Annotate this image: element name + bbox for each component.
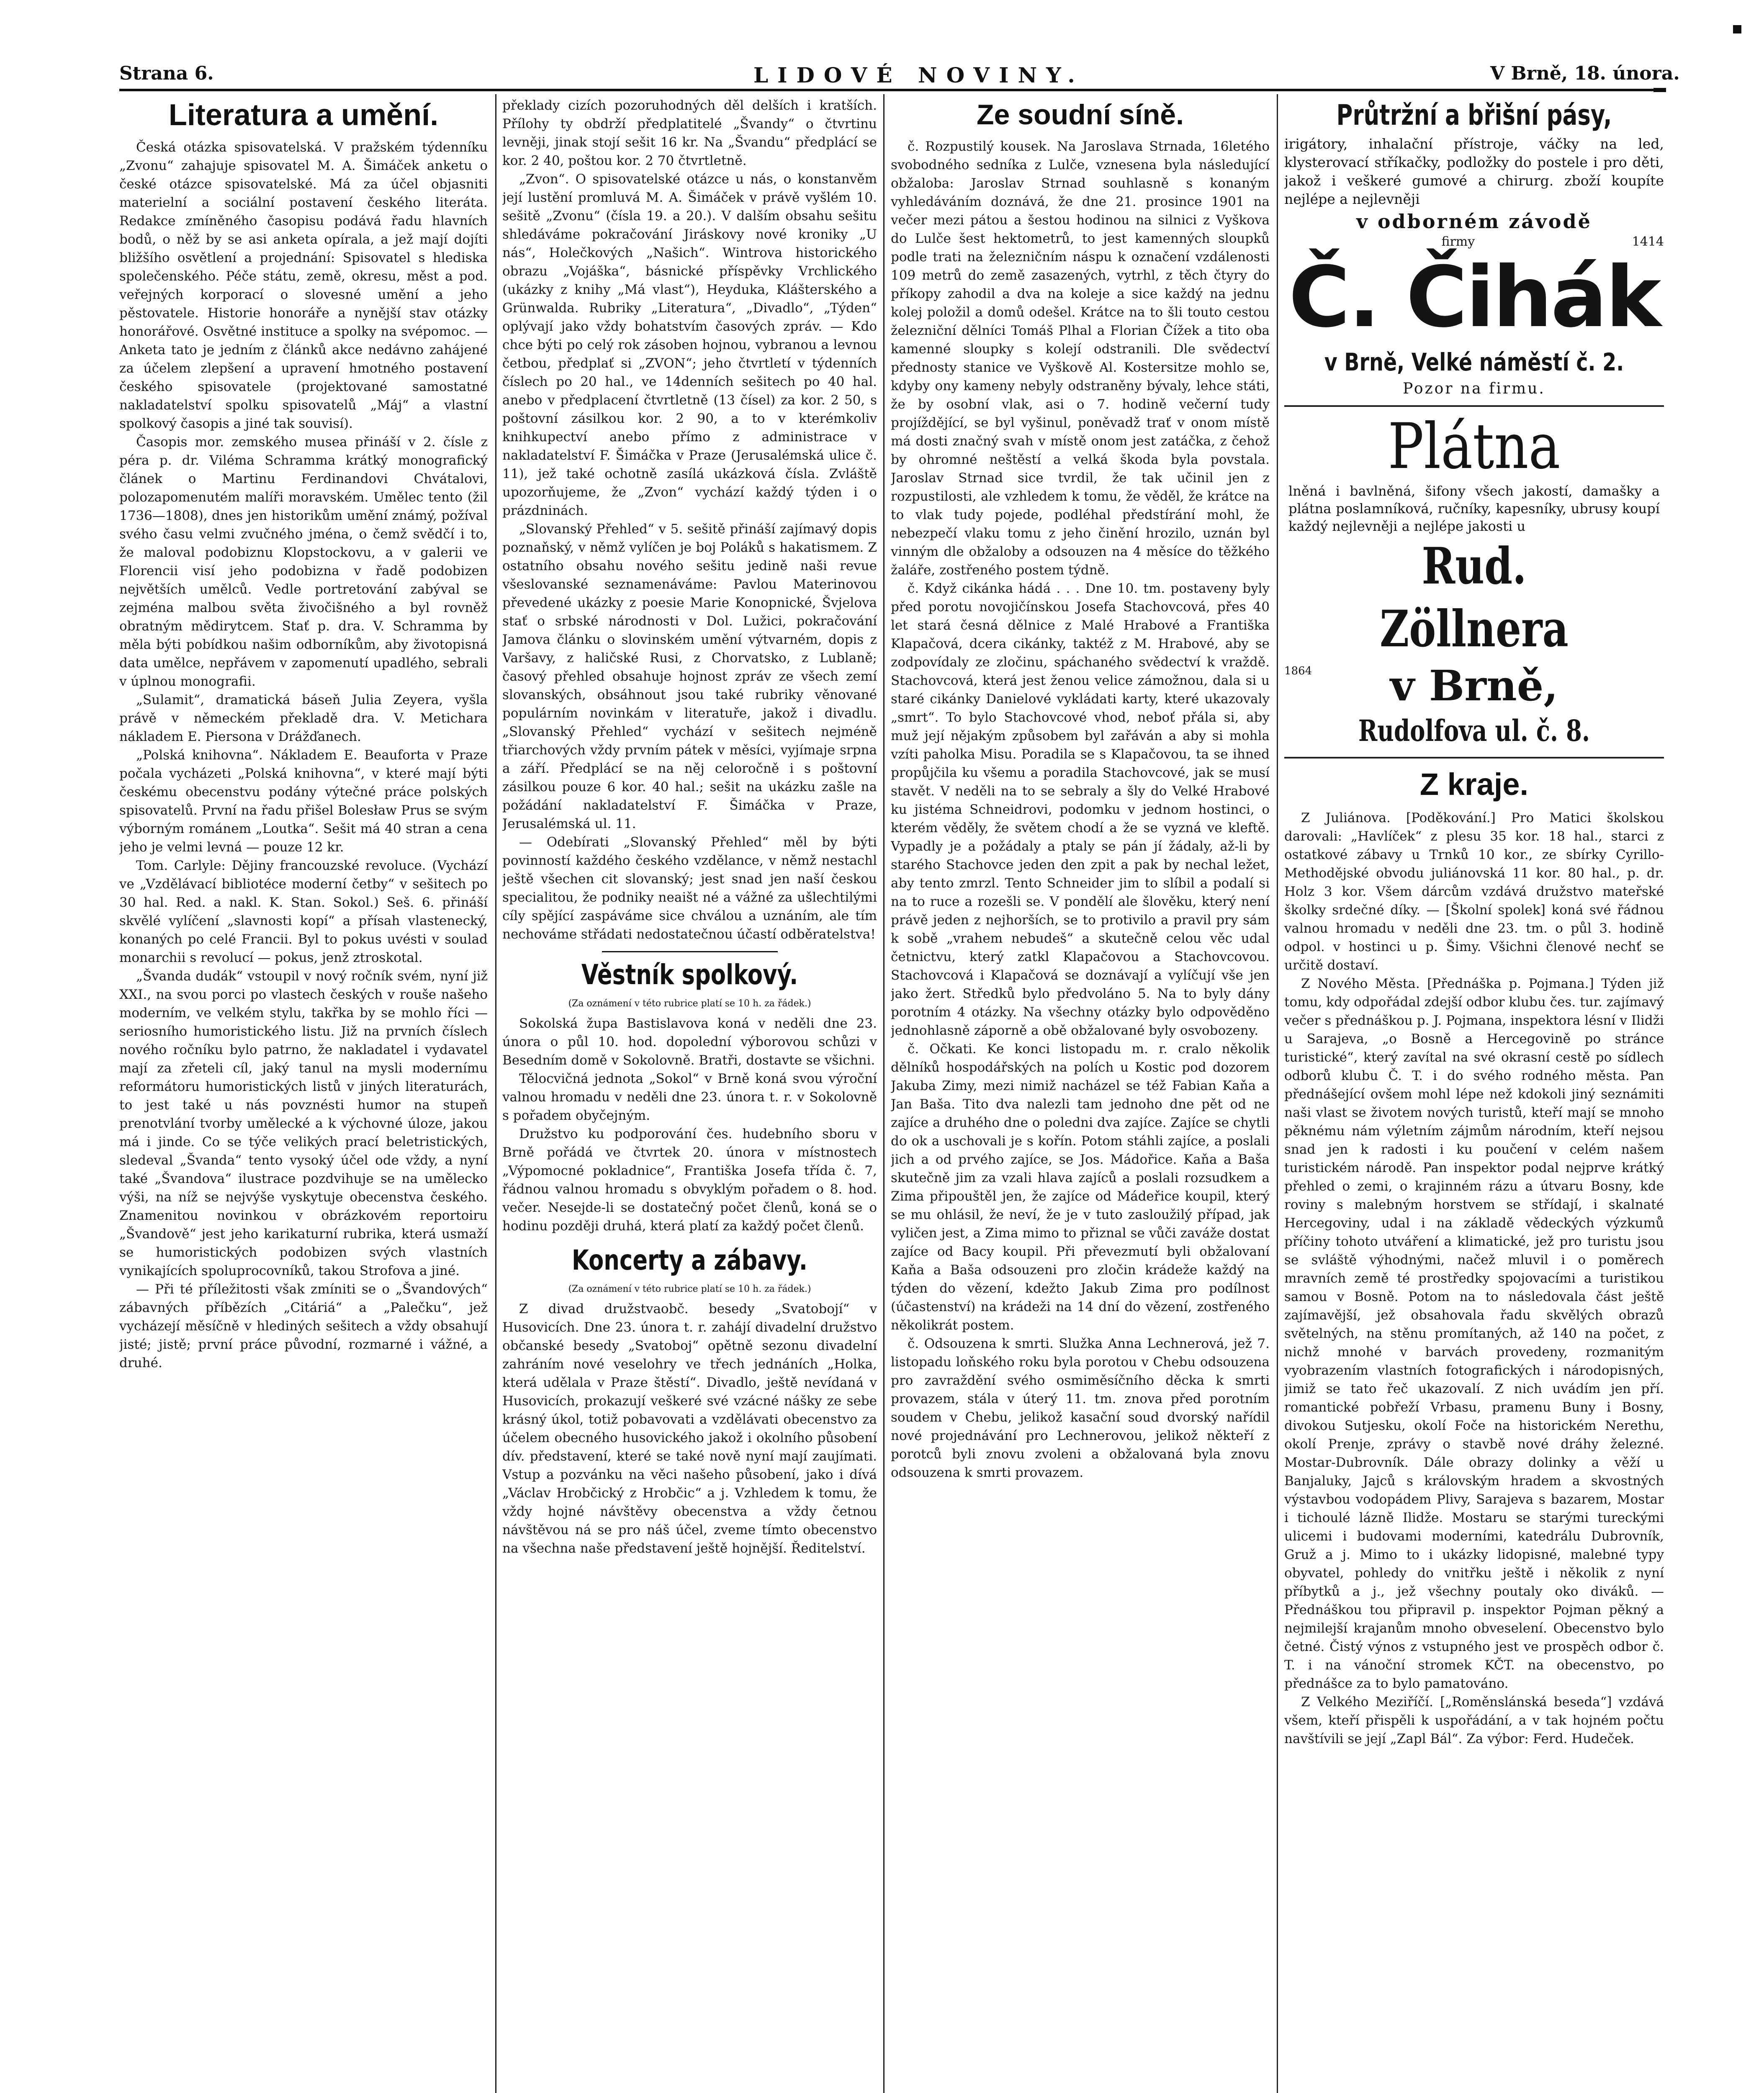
ad-zollner-text: lněná i bavlněná, šifony všech jakostí, damašky a plátna poslamníková, ručníky, kapesníky, ubrusy koupí každý nejlevněji a nejlépe jakosti u: [1288, 483, 1660, 534]
article-paragraph: „Zvon“. O spisovatelské otázce u nás, o konstanvěm její lustění promluvá M. A. Šimáček v právě vyšlém 10. sešitě „Zvonu“ (čísla 19. a 20.). V dalším obsahu sešitu shledáváme pokračování Jiráskovy nové kroniky „U nás“, Holečkových „Našich“. Wintrova historického obrazu „Vojáška“, básnické příspěvky Vrchlického (ukázky z knihy „Má vlast“), Heyduka, Klášterského a Grünwalda. Rubriky „Literatura“, „Divadlo“, „Týden“ oplývají jako vždy bohatstvím časových zpráv. — Kdo chce býti po celý rok zásoben hojnou, vybranou a levnou četbou, předplať si „ZVON“; jeho čtvrtletí v týdenních číslech po 20 hal., ve 14denních sešitech po 40 hal. anebo v předplacení čtvrtletně (13 čísel) za kor. 2 50, s poštovní zásilkou kor. 2 90, a to v kterémkoliv knihkupectví anebo přímo z administrace v nakladatelství F. Šimáčka v Praze (Jerusalémská ulice č. 11), jež také ochotně zasílá ukázková čísla. Zvláště upozorňujeme, že „Zvon“ vychází každý týden i o prázdninách.: [502, 172, 877, 518]
ad-cihak-text: irigátory, inhalační přístroje, váčky na led, klysterovací stříkačky, podložky do postele i pro děti, jakož i veškeré gumové a chirurg. zboží koupíte nejlépe a nejlevněji: [1284, 136, 1664, 207]
article-paragraph: Časopis mor. zemského musea přináší v 2. čísle z péra p. dr. Viléma Schramma krátký monografický článek o Martinu Ferdinandovi Chvátalovi, polozapomenutém malíři moravském. Umělec tento (žil 1736—1808), dnes jen historikům umění známý, požíval svého času velmi zvučného jména, o čemž svědčí i to, že maloval podobiznu Klopstockovu, a v galerii ve Florencii visí jeho podobizna v řadě podobizen největších umělců. Vedle portretování zabýval se zejména malbou světa živočišného a byl rovněž obratným mědirytcem. Stať p. dra. V. Schramma by měla býti pobídkou našim odborníkům, aby životopisná data umělce, nepřávem v zapomenutí upadlého, sebrali v úplnou monografii.: [119, 435, 488, 689]
column-court: [891, 96, 1270, 2093]
scan-mark: [1653, 88, 1666, 92]
scan-mark: [1733, 25, 1741, 33]
article-paragraph: Z Nového Města. [Přednáška p. Pojmana.] Týden již tomu, kdy odpořádal zdejší odbor klubu čes. tur. zajímavý večer s přednáškou p. J. Pojmana, inspektora lésní v Ilidži u Sarajeva, „o Bosně a Hercegovině po stránce turistické“, který zavítal na své okrasní cestě po sídlech odborů klubu Č. T. i do svého rodného města. Pan přednášející ovšem mohl lépe než kdokoli jiný seznámiti naši vlast se životem nových turistů, kteří mají se mnoho pěknému nám výletním zájmům národním, kteří nejsou snad jen k radosti i ku poučení v celém našem turistickém národě. Pan inspektor podal nejprve krátký přehled o zemi, o krajinném rázu a útvaru Bosny, kde roviny s malebným horstvem se střídají, i skalnaté Hercegoviny, udal i na základě vědeckých výzkumů příčiny tohoto utváření a klimatické, jež pro turistu jsou se svláště výhodnými, načež mluvil i o poměrech mravních země té prostředky spojovacími a turistikou samou v Bosně. Potom na to následovala část ještě zajímavější, jež obsahovala řadu skvělých obrazů světelných, na stěnu promítaných, až 140 na počet, z nichž mnohé v barvách provedeny, rozmanitým vyobrazením vlastních fotografických i národopisných, jimiž se tato řeč ukazovalí. Z nich uvádím jen pří. romantické pobřeží Vrbasu, pramenu Buny i Bosny, divokou Sutjesku, okolí Foče na historickém Nerethu, okolí Prenje, zprávy o stavbě nové dráhy železné. Mostar-Dubrovník. Dále obrazy dolinky a věží u Banjaluky, Jajců s královským hradem a skvostných výstavbou vodopádem Plivy, Sarajeva s bazarem, Mostar i tichoulé lázně Ilidže. Mostaru se starými tureckými ulicemi i budovami moderními, katedrálu Dubrovník, Gruž a j. Mimo to i ukázky lidopisné, malebné typy obyvatel, pohledy do vnitřku ještě i několik z nyní příbytků a j., jež všechny poutaly oko diváků. — Přednáškou tou připravil p. inspektor Pojman pěkný a nejmilejší krajanům mnoho obveselení. Obecenstvo bylo četné. Čistý výnos z vstupného jest ve prospěch odbor č. T. i na vánoční stromek KČT. na obecenstvo, po přednášce za to bylo pamatováno.: [1284, 976, 1664, 1691]
article-paragraph: č. Když cikánka hádá . . . Dne 10. tm. postaveny byly před porotu novojičínskou Josefa Stachovcová, přes 40 let stará česná dělnice z Malé Hrabové a Františka Klapačová, dcera cikánky, taktéž z M. Hrabové, aby se zodpovídaly ze zločinu, spáchaného svědectví k vraždě. Stachovcová, která jest ženou velice zámožnou, dala si u staré cikánky Danielové vykládati karty, které ukazovaly „smrt“. To bylo Stachovcové vhod, neboť přála si, aby muž její nějakým způsobem byl zařáván a aby si mohla vzíti paholka Misu. Poradila se s Klapačovou, ta se ihned propůjčila ku všemu a poradila Stachovcové, jak se musí stavět. V neděli na to se sebraly a šly do Velké Hrabové ku jistéma Schneidrovi, podomku v jednom hostinci, o kterém věděly, že světem chodí a že se vyzná ve kleftě. Vypadly je a požádaly a ptaly se pán jí žádaly, až-li by starého Stachovce jeden den zpit a pak by nechal ležet, aby tento zmrzl. Tento Schneider jim to slíbil a podalí si na to ruce a rozešli se. V pondělí ale šlověku, který není právě jeden z nejhorších, se to protivilo a pravil pry sám k sobě „vrahem nebudeš“ a skutečně celou věc udal četnictvu, který zatkl Klapačovou a Stachovcovou. Stachovcová i Klapačová se doznávají a vylíčují vše jen jako žert. Středků bylo předvoláno 5. Na to byly dány porotním 4 otázky. Na všechny otázky bylo odpověděno jednohlasně záporně a obě obžalované byly osvobozeny.: [891, 581, 1270, 1038]
article-paragraph: Z Juliánova. [Poděkování.] Pro Matici školskou darovali: „Havlíček“ z plesu 35 kor. 18 hal., starci z ostatkové zábavy u Trnků 10 kor., ze sbírky Cyrillo-Methodějské obvodu juliánovská 11 kor. 80 hal., p. dr. Holz 3 kor. Všem dárcům vzdává družstvo mateřské školky srdečné díky. — [Školní spolek] koná své řádnou valnou hromadu v neděli dne 23. tm. o půl 3. hodině odpol. v hostinci u p. Šimy. Všichni členové nechť se určitě dostaví.: [1284, 810, 1664, 973]
article-paragraph: „Polská knihovna“. Nákladem E. Beauforta v Praze počala vycházeti „Polská knihovna“, v které mají býti českému obecenstvu podány výtečné práce polských spisovatelů. První na řadu přišel Bolesław Prus se svým výborným románem „Loutka“. Sešit má 40 stran a cena jeho je velmi levná — pouze 12 kr.: [119, 748, 488, 855]
ad-cihak-firm: Č. Čihák: [1288, 249, 1660, 346]
article-paragraph: č. Odsouzena k smrti. Služka Anna Lechnerová, jež 7. listopadu loňského roku byla porotou v Chebu odsouzena pro zavraždění svého osmiměsíčního děcka k smrti provazem, stála v úterý 11. tm. znova před porotním soudem v Chebu, jelikož kasační soud dvorský nařídil nové projednávání pro Lechnerovou, jelikož někteří z porotců byli znovu zvoleni a obžalovaná byla znovu odsouzena k smrti provazem.: [891, 1336, 1270, 1480]
section-title-koncerty: Koncerty a zábavy.: [572, 1244, 807, 1276]
ad-cihak-code: 1414: [1632, 234, 1664, 249]
article-paragraph: — Odebírati „Slovanský Přehled“ měl by býti povinností každého českého vzdělance, v němž nestachl ještě všechen cit slovanský; jest snad jen naší českou specialitou, že podniky neaišt né a vážné za ušlechtilými cíly spějící zaspáváme sice chválou a uznáním, ale tím nechováme střádati nedostatečnou účastí odběratelstva!: [502, 835, 877, 942]
ad-zollner-code: 1864: [1284, 665, 1312, 677]
issue-date: V Brně, 18. února.: [1490, 63, 1680, 84]
ad-cihak: [1284, 96, 1664, 407]
article-paragraph: č. Očkati. Ke konci listopadu m. r. cralo několik dělníků hospodářských na polích u Kostic pod dozorem Jakuba Zimy, mezi nimiž nacházel se též Fabian Kaňa a Jan Baša. Tito dva nalezli tam jednoho dne pět od ne zajíce a druhého dne o poledni dva zajíce. Zajíce se chytli do ok a uschovali je s kořín. Potom stáhli zajíce, a poslali jich a od prvého zajíce, se Jos. Mádořice. Kaňa a Baša skutečně jim za vzali hlava zajíců a poslali rozsudkem a Zima připouštěl jen, že zajíce od Mádeřice koupil, který se mu ohlásil, že neví, že je v tuto zasloužilý případ, jak vyličen jest, a Zima mimo to přiznal se vůči zaváže dostat zajíce od Bacy koupil. Při převezmutí byli obžalovaní Kaňa a Baša odsouzeni pro zločin krádeže každý na týden do vězení, kdežto Jakub Zima pro podílnost (účastenství) na krádeži na 14 dní do vězení, zostřeného několikrát postem.: [891, 1041, 1270, 1333]
ad-zollner-firm: Rud. Zöllnera: [1380, 537, 1569, 658]
article-paragraph: — Při té příležitosti však zmíniti se o „Švandových“ zábavných příbězích „Citáriá“ a „Palečku“, jež vycházejí měsíčně v hlediných sešitech a vždy obsahují jisté; jistě; první práce původní, rozmarné i vážné, a druhé.: [119, 1282, 488, 1370]
article-paragraph: Česká otázka spisovatelská. V pražském týdenníku „Zvonu“ zahajuje spisovatel M. A. Šimáček anketu o české otázce spisovatelské. Má za účel objasniti materielní a sociální postavení českého literáta. Redakce zmíněného časopisu podává řadu hlavních bodů, o něž by se asi anketa opírala, a jež mají dojíti bližšího osvětlení a projednání: Spisovatel s hlediska společenského. Péče státu, země, okresu, měst a pod. veřejných korporací o slovesné umění a jeho pěstovatele. Historie honoráře a nynější stav otázky honorářové. Osvětné instituce a spolky na svépomoc. — Anketa tato je jedním z článků akce nedávno zahájené za účelem zlepšení a upravení hmotného postavení českého spisovatele (projektované samostatné nakladatelství spolku spisovatelů „Máj“ a vlastní spolkový časopis a jiné tak souvisí).: [119, 140, 488, 431]
ad-cihak-note: Pozor na firmu.: [1403, 380, 1545, 397]
column-divider-3: [1277, 94, 1278, 2093]
section-note-vestnik: (Za oznámení v této rubrice platí se 10 h. za řádek.): [568, 998, 811, 1009]
section-title-region: Z kraje.: [1419, 767, 1529, 802]
column-continued: [502, 96, 877, 2093]
column-divider-2: [883, 94, 885, 2093]
ad-cihak-address: v Brně, Velké náměstí č. 2.: [1324, 348, 1624, 376]
section-rule: [602, 951, 778, 952]
article-paragraph: Z divad družstvaobč. besedy „Svatobojí“ v Husovicích. Dne 23. února t. r. zahájí divadelní družstvo občanské besedy „Svatoboj“ opětně sezonu divadelní zahráním nové veselohry ve třech jednáních „Holka, která udělala v Praze štěstí“. Divadlo, ještě nevídaná v Husovicích, prokazují veškeré své vzácné nášky ze sebe krásný úkol, totiž pobavovati a vzdělávati obecenstvo za účelem obecného husovického jakož i okolního působení dív. představení, které se také nově nyní mají zaujímati. Vstup a pozvánku na věci našeho působení, jako i dívá „Václav Hrobčický z Hrobčic“ a j. Vzhledem k tomu, že vždy hojné návštěvy obecenstva a vždy četnou návštěvou ná se pro náš účel, zveme tímto obecenstvo na všechna naše představení ještě hojnější. Ředitelství.: [502, 1301, 877, 1556]
page-number: Strana 6.: [119, 63, 214, 84]
newspaper-title: LIDOVÉ NOVINY.: [753, 63, 1084, 87]
ad-cihak-title: Průtržní a břišní pásy,: [1336, 99, 1612, 132]
ad-zollner: [1284, 407, 1664, 759]
column-literature: [119, 96, 488, 2093]
article-paragraph: Družstvo ku podporování čes. hudebního sboru v Brně pořádá ve čtvrtek 20. února v místnostech „Výpomocné pokladnice“, Františka Josefa třída č. 7, řádnou valnou hromadu s obvyklým pořadem o 8. hod. večer. Nesejde-li se dostatečný počet členů, koná se o hodinu později druhá, která platí za každý počet členů.: [502, 1126, 877, 1234]
column-ads-region: [1284, 96, 1664, 2093]
ad-zollner-title: Plátna: [1388, 410, 1561, 483]
section-title-court: Ze soudní síně.: [977, 99, 1184, 131]
article-paragraph: „Sulamit“, dramatická báseň Julia Zeyera, vyšla právě v německém překladě dra. V. Metichara nákladem E. Piersona v Drážďanech.: [119, 692, 488, 744]
ad-zollner-city: v Brně,: [1390, 661, 1558, 710]
article-paragraph: Tom. Carlyle: Dějiny francouzské revoluce. (Vychází ve „Vzdělávací bibliotéce moderní četby“ v sešitech po 30 hal. Red. a nakl. K. Stan. Sokol.) Seš. 6. přináší skvělé vylíčení „slavnosti kopí“ a přísah vlastenecký, konaných po celé Francii. Byl to pokus uvésti v soulad monarchii s revolucí — pokus, jenž ztroskotal.: [119, 858, 488, 965]
ad-zollner-address: Rudolfova ul. č. 8.: [1358, 713, 1590, 748]
article-paragraph: „Slovanský Přehled“ v 5. sešitě přináší zajímavý dopis poznaňský, v němž vylíčen je boj Poláků s hakatismem. Z ostatního obsahu nového sešitu jedině naši revue všeslovanské seznamenáváme: Pavlou Materinovou převedené ukázky z poesie Marie Konopnické, Švjelova stať o srbské národnosti v Dol. Lužici, pokračování Jamova článku o slovinském umění výtvarném, dopis z Varšavy, z haličské Rusi, z Chorvatsko, z Lublaně; časový přehled obsahuje hojnost zpráv ze všech zemí slovanských, obsáhnout jsou také rubriky věnované populárním novinkám v literatuře, jakož i divadlu. „Slovanský Přehled“ vychází v sešitech nejméně třiarchových vždy prvním pátek v měsíci, vyjímaje srpna a září. Předplácí se na něj celoročně i s poštovní zásilkou pouze 6 kor. 40 hal.; sešit na ukázku zašle na požádání nakladatelství F. Šimáčka v Praze, Jerusalémská ul. 11.: [502, 522, 877, 831]
article-paragraph: č. Rozpustilý kousek. Na Jaroslava Strnada, 16letého svobodného sedníka z Lulče, vznesena byla následující obžaloba: Jaroslav Strnad souhlasně s konaným vyhledáváním doznává, že dne 21. prosince 1901 na večer mezi pátou a šestou hodinou na silnici z Vyškova do Lulče šest hektometrů, to jest kamenných sloupků podle trati na železničním náspu k označení vzdálenosti 109 metrů do země zasazených, vytrhl, z těch čtyry do příkopy zahodil a dva na koleje a sice každý na jednu kolej položil a domů odešel. Krátce na to šli touto cestou železniční dělníci Tomáš Plhal a Florian Čížek a tito oba kamenné sloupky s kolejí odstranili. Dle svědectví přednosty stanice ve Vyškově Al. Kostersitze mohlo se, kdyby ony kameny nebyly odstraněny bývaly, lehce státi, že by osobní vlak, asi o 7. hodině večerní tudy projíždějící, se byl vyšinul, poněvadž trať v onom místě má dosti značný svah v místě onom jest zatáčka, z čehož by ohromné neštěstí a velká škoda byla povstala. Jaroslav Strnad sice tvrdil, že tak učinil jen z rozpustilosti, ale vzhledem k tomu, že věděl, že krátce na to vlak tudy pojede, podléhal předstírání mohl, že nebezpečí vlaku tomu z jeho činění hrozilo, uznán byl vinným dle obžaloby a odsouzen na 4 měsíce do těžkého žaláře, zostřeného postem týdně.: [891, 139, 1270, 578]
header-rule: [119, 89, 1664, 91]
section-title-literature: Literatura a umění.: [168, 98, 439, 132]
ad-cihak-firm-label: firmy: [1441, 234, 1475, 249]
section-note-koncerty: (Za oznámení v této rubrice platí se 10 h. za řádek.): [568, 1284, 811, 1294]
column-divider-1: [495, 94, 496, 2093]
article-paragraph: Sokolská župa Bastislavova koná v neděli dne 23. února o půl 10. hod. dopolední výborovou schůzi v Besedním domě v Sokolovně. Bratři, dostavte se všichni.: [502, 1016, 877, 1068]
article-paragraph: Tělocvičná jednota „Sokol“ v Brně koná svou výroční valnou hromadu v neděli dne 23. února t. r. v Sokolovně s pořadem obyčejným.: [502, 1071, 877, 1123]
article-paragraph: „Švanda dudák“ vstoupil v nový ročník svém, nyní již XXI., na svou porci po vlastech českých v rouše našeho moderním, ve velkém stylu, takřka by se mohlo říci — seriosního humoristického listu. Již na prvních číslech nového ročníku bylo patrno, že nakladatel i vydavatel mají za zřeteli cíl, jaký tanul na mysli modernímu reformátoru humoristických listů v jiných literaturách, to jest také u nás povznésti humor na stupeň prenotvlání tvorby umělecké a k výchovné úloze, jakou má i jinde. Co se týče velikých prací beletristických, sledeval „Švanda“ tento vysoký účel ode vždy, a nyní také „Švandova“ ilustrace pozdvihuje se na umělecko výši, na níž se nejvýše vyskytuje obecenstva českého. Znamenitou novinkou v obrázkovém reportoiru „Švandově“ jest jeho karikaturní rubrika, která usmaží se humoristických podobizen svých vlastních vynikajících spoluprocovníků, takou Strofova a jiné.: [119, 969, 488, 1278]
article-paragraph: překlady cizích pozoruhodných děl delších i kratších. Přílohy ty obdrží předplatitelé „Švandy“ o čtvrtinu levněji, jinak stojí sešit 16 kr. Na „Švandu“ předplácí se kor. 2 40, poštou kor. 2 70 čtvrtletně.: [502, 98, 877, 168]
article-paragraph: Z Velkého Meziříčí. [„Roměnslánská beseda“] vzdává všem, kteří přispěli k uspořádání, a v tak hojném počtu navštívili se její „Zapl Bál“. Za výbor: Ferd. Hudeček.: [1284, 1694, 1664, 1746]
ad-cihak-sub: v odborném závodě: [1356, 210, 1592, 233]
section-title-vestnik: Věstník spolkový.: [581, 959, 798, 991]
